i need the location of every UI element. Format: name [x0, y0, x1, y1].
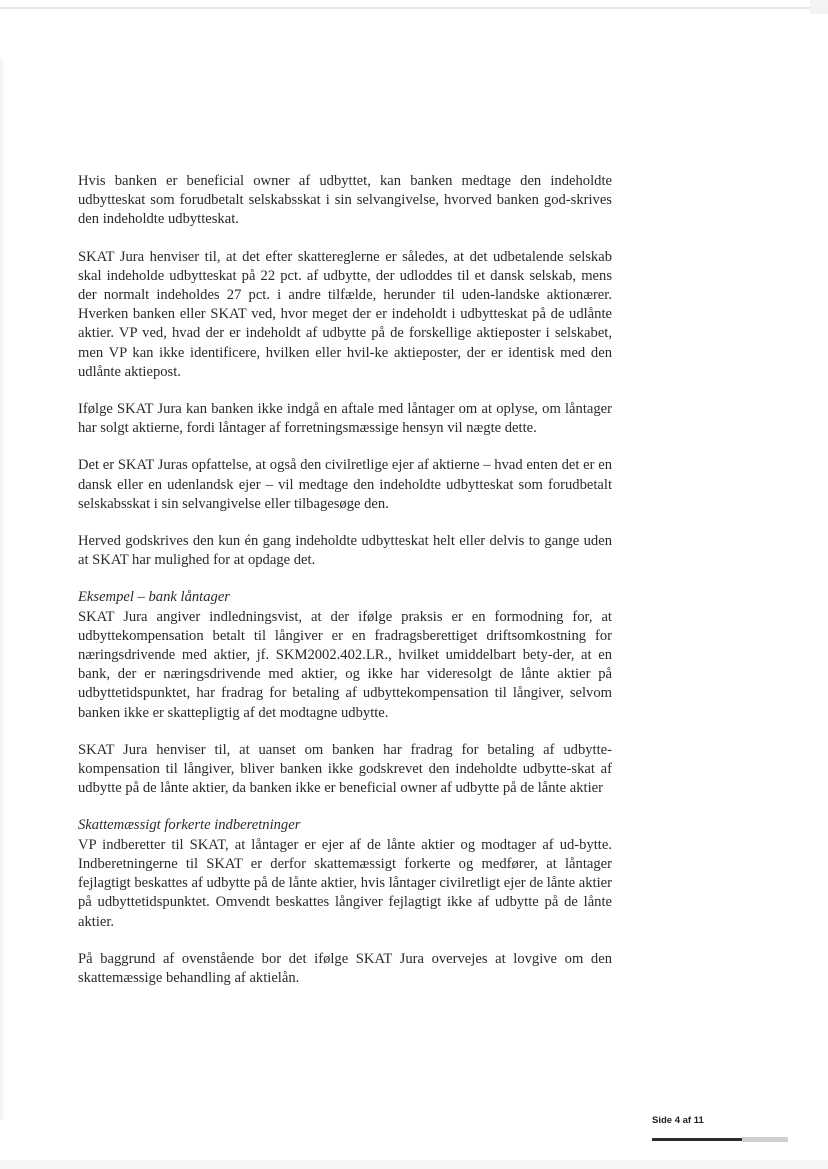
- page-number-label: Side 4 af 11: [652, 1115, 704, 1126]
- footer-bar-dark: [652, 1138, 742, 1141]
- paragraph-godskrives-to-gange: Herved godskrives den kun én gang indeholdte udbytteskat helt eller delvis to gange uden at SKAT har mulighed for at opdage det.: [78, 533, 612, 569]
- paragraph-gap: [78, 570, 612, 588]
- paragraph-skat-jura-udbytteskat: SKAT Jura henviser til, at det efter skattereglerne er således, at det udbetalende selskab skal indeholde udbytteskat på 22 pct. af udbytte, der udloddes til et dansk selskab, mens der normalt indeholdes 27 pct. i andre tilfælde, herunder til uden-landske aktionærer. Hverken banken eller SKAT ved, hvor meget der er indeholdt i udbytteskat på de udlånte aktier. VP ved, hvad der er indeholdt af udbytte på de forskellige aktieposter i selskabet, men VP kan ikke identificere, hvilken eller hvil-ke aktieposter, der er identisk med den udlånte aktiepost.: [78, 248, 612, 380]
- paragraph-gap: [78, 382, 612, 400]
- paragraph-aftale-laantager: Ifølge SKAT Jura kan banken ikke indgå en aftale med låntager om at oplyse, om låntager har solgt aktierne, fordi låntager af forretningsmæssige hensyn vil nægte dette.: [78, 401, 612, 437]
- left-edge-shade: [0, 60, 3, 1120]
- paragraph-gap: [78, 230, 612, 248]
- paragraph-lovgive-aktielaan: På baggrund af ovenstående bor det ifølge SKAT Jura overvejes at lovgive om den skattemæssige behandling af aktielån.: [78, 950, 612, 986]
- top-edge-rule: [0, 7, 810, 9]
- top-corner-shade: [810, 0, 828, 14]
- heading-eksempel-bank-laantager: Eksempel – bank låntager: [78, 589, 230, 606]
- paragraph-beneficial-owner: Hvis banken er beneficial owner af udbyttet, kan banken medtage den indeholdte udbytteskat som forudbetalt selskabsskat i sin selvangivelse, hvorved banken god-skrives den indeholdte udbytteskat.: [78, 173, 612, 228]
- paragraph-gap: [78, 932, 612, 950]
- paragraph-fradrag-udbyttekompensation: SKAT Jura henviser til, at uanset om banken har fradrag for betaling af udbytte-kompensation til långiver, bliver banken ikke godskrevet den indeholdte udbytte-skat af udbytte på de lånte aktier, da banken ikke er beneficial owner af udbytte på de lånte aktier: [78, 741, 612, 797]
- bottom-edge-shade: [0, 1160, 828, 1169]
- document-body: [78, 172, 612, 988]
- heading-forkerte-indberetninger: Skattemæssigt forkerte indberetninger: [78, 817, 301, 834]
- footer-bar-light: [742, 1137, 788, 1142]
- paragraph-vp-indberetter: VP indberetter til SKAT, at låntager er ejer af de lånte aktier og modtager af ud-bytte. Indberetningerne til SKAT er derfor skattemæssigt forkerte og medfører, at låntager fejlagtigt beskattes af udbytte på de lånte aktier, hvis låntager civilretligt ejer de lånte aktier på udbyttetidspunktet. Omvendt beskattes långiver fejlagtigt ikke af udbytte på de lånte aktier.: [78, 836, 612, 930]
- paragraph-gap: [78, 514, 612, 532]
- paragraph-gap: [78, 798, 612, 816]
- paragraph-udbyttekompensation: SKAT Jura angiver indledningsvist, at der ifølge praksis er en formodning for, at udbyttekompensation betalt til långiver er en fradragsberettiget driftsomkostning for næringsdrivende med aktier, jf. SKM2002.402.LR., hvilket umiddelbart bety-der, at en bank, der er næringsdrivende med aktier, og ikke har videresolgt de lånte aktier på udbyttetidspunktet, har fradrag for betaling af udbyttekompensation til långiver, selvom banken ikke er skattepligtig af det modtagne udbytte.: [78, 608, 612, 721]
- paragraph-gap: [78, 438, 612, 456]
- paragraph-gap: [78, 723, 612, 741]
- paragraph-civilretlige-ejer: Det er SKAT Juras opfattelse, at også den civilretlige ejer af aktierne – hvad enten det er en dansk eller en udenlandsk ejer – vil medtage den indeholdte udbytteskat som forudbetalt selskabsskat i sin selvangivelse eller tilbagesøge den.: [78, 457, 612, 512]
